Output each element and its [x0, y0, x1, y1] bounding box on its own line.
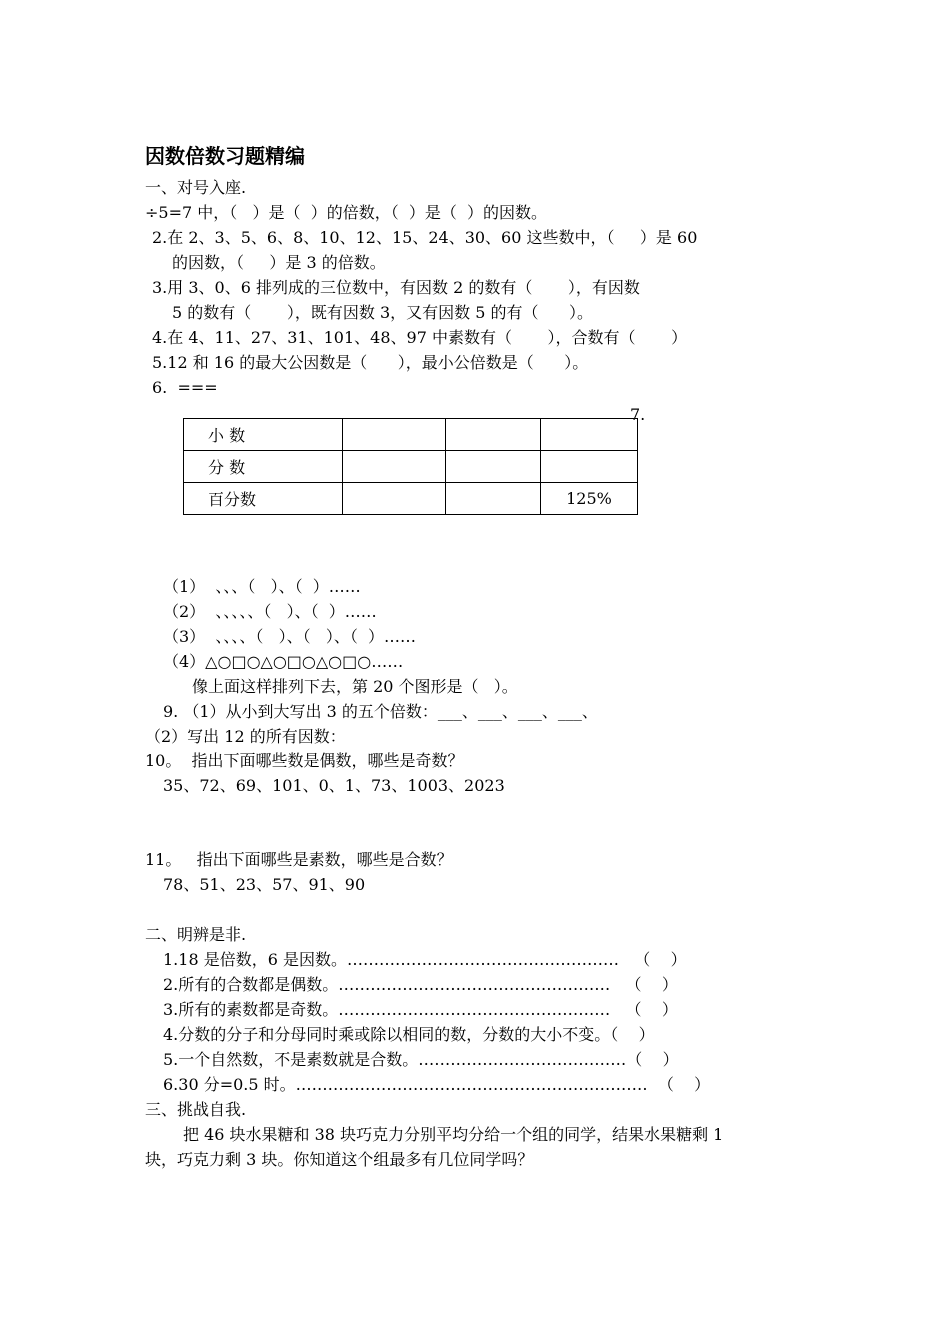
table-cell	[446, 451, 541, 483]
question-2-line1: 2.在 2、3、5、6、8、10、12、15、24、30、60 这些数中，（ ）是 60	[152, 228, 698, 247]
question-8-5: 像上面这样排列下去，第 20 个图形是（ ）。	[192, 677, 518, 696]
question-11-numbers: 78、51、23、57、91、90	[163, 875, 366, 894]
question-3-line2: 5 的数有（ ），既有因数 3，又有因数 5 的有（ ）。	[172, 303, 594, 322]
table-cell	[541, 419, 638, 451]
question-1: ÷5=7 中，（ ）是（ ）的倍数，（ ）是（ ）的因数。	[145, 203, 548, 222]
row-label-decimal: 小 数	[184, 419, 343, 451]
challenge-line1: 把 46 块水果糖和 38 块巧克力分别平均分给一个组的同学，结果水果糖剩 1	[183, 1125, 724, 1144]
row-label-percent: 百分数	[184, 483, 343, 515]
question-8-1: （1） 、、、（ ）、（ ）……	[163, 577, 361, 596]
question-5: 5.12 和 16 的最大公因数是（ ），最小公倍数是（ ）。	[152, 353, 589, 372]
judge-item-6: 6.30 分=0.5 时。………………………………………………………… （ ）	[163, 1075, 711, 1094]
question-2-line2: 的因数，（ ）是 3 的倍数。	[172, 253, 386, 272]
table-cell	[446, 483, 541, 515]
table-cell-125-percent: 125%	[541, 483, 638, 515]
question-6: 6. ===	[152, 378, 218, 397]
judge-item-2: 2.所有的合数都是偶数。…………………………………………… （ ）	[163, 975, 678, 994]
table-row	[184, 483, 638, 515]
table-row	[184, 419, 638, 451]
question-8-2: （2） 、、、、、（ ）、（ ）……	[163, 602, 377, 621]
conversion-table	[183, 418, 638, 515]
section2-heading: 二、明辨是非.	[145, 925, 247, 944]
section1-heading: 一、对号入座.	[145, 178, 247, 197]
judge-item-1: 1.18 是倍数，6 是因数。…………………………………………… （ ）	[163, 950, 687, 969]
question-7: 7.	[630, 405, 646, 424]
question-9-2: （2）写出 12 的所有因数：	[145, 727, 346, 746]
table-cell	[343, 483, 446, 515]
judge-item-5: 5.一个自然数，不是素数就是合数。…………………………………（ ）	[163, 1050, 679, 1069]
table-cell	[343, 451, 446, 483]
question-8-3: （3） 、、、、（ ）、（ ）、（ ）……	[163, 627, 417, 646]
table-row	[184, 451, 638, 483]
table-cell	[541, 451, 638, 483]
question-3-line1: 3.用 3、0、6 排列成的三位数中，有因数 2 的数有（ ），有因数	[152, 278, 640, 297]
judge-item-4: 4.分数的分子和分母同时乘或除以相同的数，分数的大小不变。（ ）	[163, 1025, 655, 1044]
question-10-numbers: 35、72、69、101、0、1、73、1003、2023	[163, 776, 505, 795]
question-10: 10。 指出下面哪些数是偶数，哪些是奇数？	[145, 751, 464, 770]
question-9-1: 9. （1）从小到大写出 3 的五个倍数：___、___、___、___、	[163, 702, 598, 721]
question-11: 11。 指出下面哪些是素数，哪些是合数？	[145, 850, 453, 869]
judge-item-3: 3.所有的素数都是奇数。…………………………………………… （ ）	[163, 1000, 678, 1019]
row-label-fraction: 分 数	[184, 451, 343, 483]
table-cell	[446, 419, 541, 451]
challenge-line2: 块，巧克力剩 3 块。你知道这个组最多有几位同学吗？	[145, 1150, 534, 1169]
section3-heading: 三、挑战自我.	[145, 1100, 247, 1119]
page-title: 因数倍数习题精编	[145, 144, 305, 168]
question-8-4: （4）△○□○△○□○△○□○……	[163, 652, 404, 671]
table-cell	[343, 419, 446, 451]
question-4: 4.在 4、11、27、31、101、48、97 中素数有（ ），合数有（ ）	[152, 328, 688, 347]
